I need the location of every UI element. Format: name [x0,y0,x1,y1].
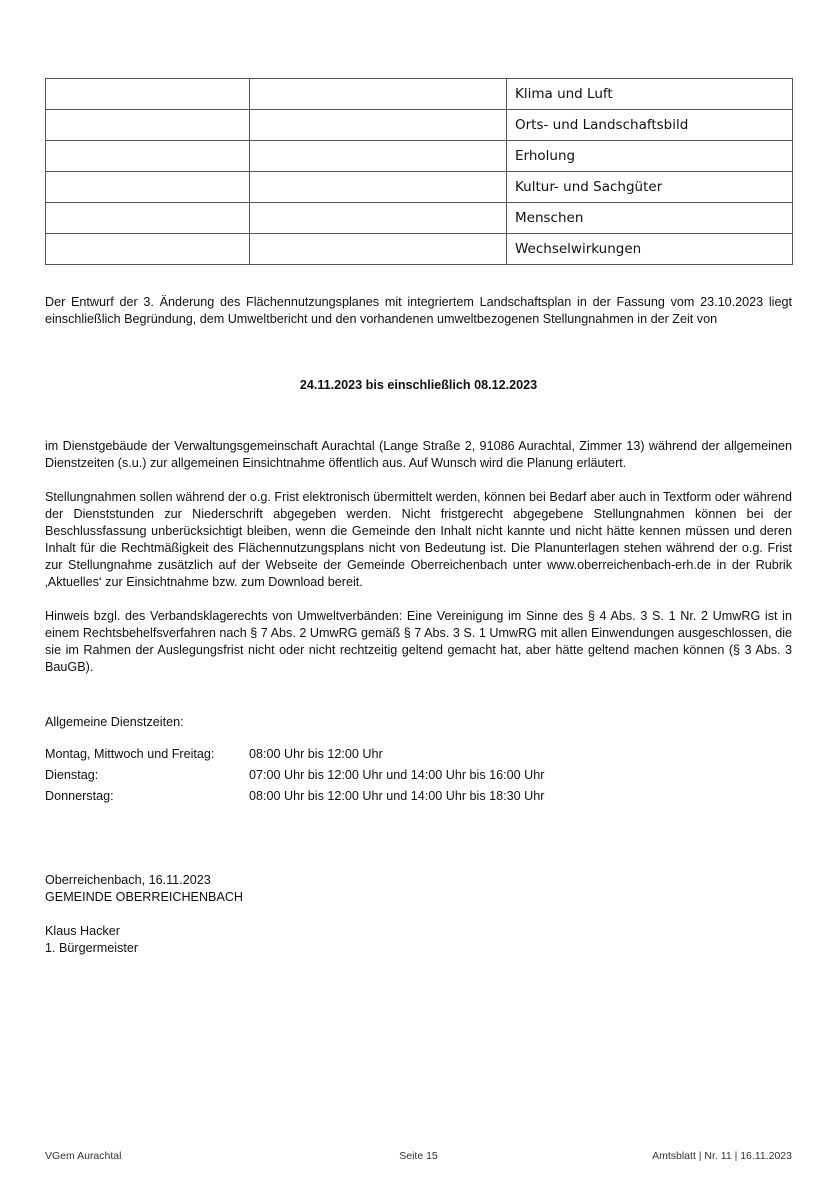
footer-page-number: Seite 15 [399,1150,438,1162]
table-cell [46,203,250,234]
table-cell: Klima und Luft [507,79,793,110]
table-cell: Erholung [507,141,793,172]
statements-paragraph: Stellungnahmen sollen während der o.g. Frist elektronisch übermittelt werden, können bei Bedarf aber auch in Textform oder während der Dienststunden zur Niederschrift abgegeben werden. Nicht fristgerecht abgegebene Stellungnahmen können bei der Beschlussfassung unberücksichtigt bleiben, wenn die Gemeinde den Inhalt nicht kannte und nicht hätte kennen müssen und deren Inhalt für die Rechtmäßigkeit des Flächennutzungsplans nicht von Bedeutung ist. Die Planunterlagen stehen während der o.g. Frist zur Stellungnahme zusätzlich auf der Webseite der Gemeinde Oberreichenbach unter www.oberreichenbach-erh.de in der Rubrik ‚Aktuelles‘ zur Einsichtnahme bzw. zum Download bereit. [45,490,792,589]
office-hours-day: Dienstag: [45,768,99,782]
signatory-name: Klaus Hacker [45,924,120,938]
table-cell [46,172,250,203]
footer-issue: Amtsblatt | Nr. 11 | 16.11.2023 [652,1150,792,1162]
table-cell [46,234,250,265]
table-row [46,234,793,265]
location-paragraph: im Dienstgebäude der Verwaltungsgemeinschaft Aurachtal (Lange Straße 2, 91086 Aurachtal, Zimmer 13) während der allgemeinen Dienstzeiten (s.u.) zur allgemeinen Einsichtnahme öffentlich aus. Auf Wunsch wird die Planung erläutert. [45,439,792,470]
office-hours-day: Donnerstag: [45,789,114,803]
signatory-role: 1. Bürgermeister [45,941,139,955]
table-cell [46,141,250,172]
environmental-topics-table [45,78,793,265]
office-hours-row [45,767,792,788]
table-cell [46,79,250,110]
table-cell: Orts- und Landschaftsbild [507,110,793,141]
table-cell [250,110,507,141]
office-hours-time: 07:00 Uhr bis 12:00 Uhr und 14:00 Uhr bis 16:00 Uhr [249,768,545,782]
table-cell [250,172,507,203]
table-cell [250,79,507,110]
table-row [46,203,793,234]
table-row [46,110,793,141]
office-hours-time: 08:00 Uhr bis 12:00 Uhr und 14:00 Uhr bis 18:30 Uhr [249,789,545,803]
display-period: 24.11.2023 bis einschließlich 08.12.2023 [299,378,538,392]
table-cell: Menschen [507,203,793,234]
table-cell [46,110,250,141]
table-row [46,172,793,203]
table-cell [250,203,507,234]
office-hours-time: 08:00 Uhr bis 12:00 Uhr [249,747,383,761]
page-footer [45,1150,792,1164]
place-date: Oberreichenbach, 16.11.2023 [45,873,211,887]
intro-paragraph: Der Entwurf der 3. Änderung des Flächennutzungsplanes mit integriertem Landschaftsplan in der Fassung vom 23.10.2023 liegt einschließlich Begründung, dem Umweltbericht und den vorhandenen umweltbezogenen Stellungnahmen in der Zeit von [45,295,792,326]
table-row [46,79,793,110]
table-cell: Wechselwirkungen [507,234,793,265]
table-cell [250,141,507,172]
table-row [46,141,793,172]
office-hours-day: Montag, Mittwoch und Freitag: [45,747,215,761]
table-cell: Kultur- und Sachgüter [507,172,793,203]
office-hours-row [45,746,792,767]
legal-notice-paragraph: Hinweis bzgl. des Verbandsklagerechts von Umweltverbänden: Eine Vereinigung im Sinne des § 4 Abs. 3 S. 1 Nr. 2 UmwRG ist in einem Rechtsbehelfsverfahren nach § 7 Abs. 2 UmwRG gemäß § 7 Abs. 3 S. 1 UmwRG mit allen Einwendungen ausgeschlossen, die sie im Rahmen der Auslegungsfrist nicht oder nicht rechtzeitig geltend gemacht hat, aber hätte geltend machen können (§ 3 Abs. 3 BauGB). [45,609,792,674]
office-hours-row [45,788,792,809]
table-cell [250,234,507,265]
footer-publisher: VGem Aurachtal [45,1150,122,1162]
office-hours-list [45,746,792,809]
office-hours-heading: Allgemeine Dienstzeiten: [45,715,184,729]
municipality-name: GEMEINDE OBERREICHENBACH [45,890,244,904]
